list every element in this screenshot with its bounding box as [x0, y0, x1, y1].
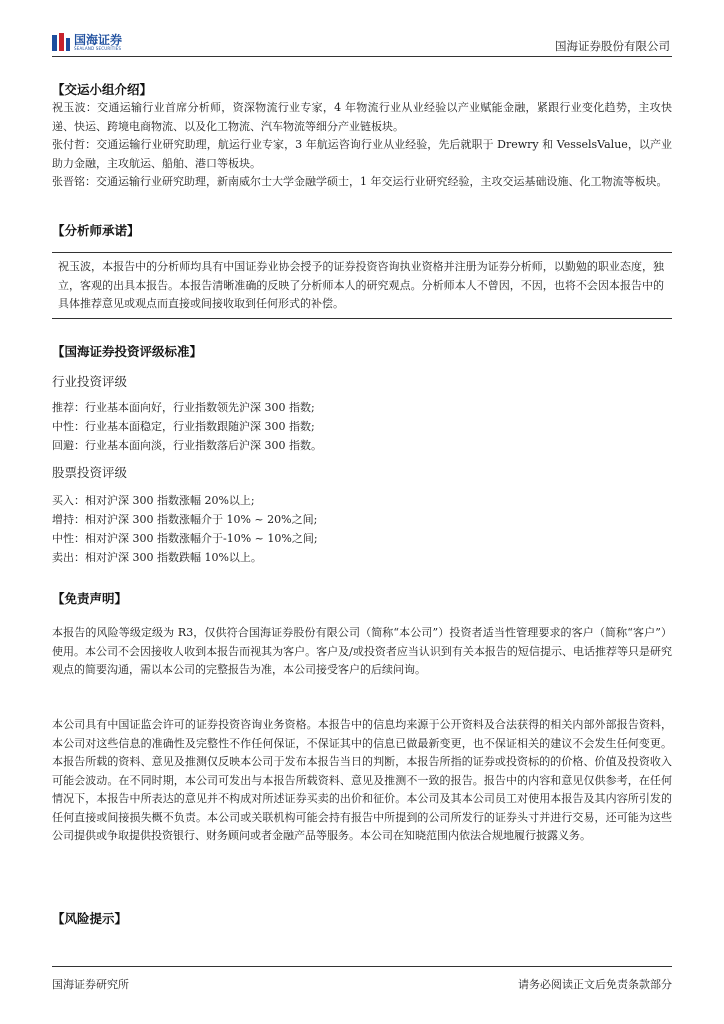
industry-rating-item: 中性：行业基本面稳定，行业指数跟随沪深 300 指数;	[52, 420, 315, 433]
analyst-section-title: 【分析师承诺】	[52, 223, 140, 238]
analyst-commitment-box	[52, 252, 672, 319]
team-member-2: 张付哲：交通运输行业研究助理，航运行业专家，3 年航运咨询行业从业经验，先后就职于 Drewry 和 VesselsValue，以产业助力金融，主攻航运、船舶、港口等板块。	[52, 138, 672, 170]
industry-rating-item: 推荐：行业基本面向好，行业指数领先沪深 300 指数;	[52, 401, 315, 414]
disclaimer-section-title: 【免责声明】	[52, 591, 128, 606]
stock-rating-item: 增持：相对沪深 300 指数涨幅介于 10% ~ 20%之间;	[52, 513, 318, 526]
disclaimer-paragraph-1: 本报告的风险等级定级为 R3，仅供符合国海证券股份有限公司（简称“本公司”）投资者适当性管理要求的客户（简称“客户”）使用。本公司不会因接收人收到本报告而视其为客户。客户及/或投资者应当认识到有关本报告的短信提示、电话推荐等只是研究观点的简要沟通，需以本公司的完整报告为准，本公司接受客户的后续问询。	[52, 626, 672, 676]
industry-rating-title: 行业投资评级	[52, 374, 128, 389]
logo-mark-icon	[52, 33, 70, 51]
team-member-3: 张晋铭：交通运输行业研究助理，新南威尔士大学金融学硕士，1 年交运行业研究经验，主攻交运基础设施、化工物流等板块。	[52, 175, 668, 188]
team-section-title: 【交运小组介绍】	[52, 82, 153, 97]
company-logo	[52, 30, 122, 54]
page-header	[52, 30, 672, 57]
stock-rating-item: 买入：相对沪深 300 指数涨幅 20%以上;	[52, 494, 255, 507]
logo-name-cn: 国海证券	[74, 32, 123, 47]
rating-section-title: 【国海证券投资评级标准】	[52, 344, 203, 359]
team-member-1: 祝玉波：交通运输行业首席分析师，资深物流行业专家，4 年物流行业从业经验以产业赋能金融，紧跟行业变化趋势，主攻快递、快运、跨境电商物流、以及化工物流、汽车物流等细分产业链板块。	[52, 101, 672, 133]
page-footer	[52, 966, 672, 997]
header-company-name: 国海证券股份有限公司	[555, 39, 670, 53]
stock-rating-item: 中性：相对沪深 300 指数涨幅介于-10% ~ 10%之间;	[52, 532, 318, 545]
industry-rating-list	[52, 398, 322, 455]
footer-notice: 请务必阅读正文后免责条款部分	[518, 978, 672, 991]
stock-rating-title: 股票投资评级	[52, 465, 128, 480]
stock-rating-item: 卖出：相对沪深 300 指数跌幅 10%以上。	[52, 551, 262, 564]
stock-rating-list	[52, 491, 318, 567]
analyst-commitment-text: 祝玉波，本报告中的分析师均具有中国证券业协会授予的证券投资咨询执业资格并注册为证券分析师，以勤勉的职业态度，独立，客观的出具本报告。本报告清晰准确的反映了分析师本人的研究观点。分析师本人不曾因，不因，也将不会因本报告中的具体推荐意见或观点而直接或间接收取到任何形式的补偿。	[58, 260, 664, 310]
logo-name-en: SEALAND SECURITIES	[74, 45, 122, 51]
industry-rating-item: 回避：行业基本面向淡，行业指数落后沪深 300 指数。	[52, 439, 322, 452]
risk-section-title: 【风险提示】	[52, 911, 128, 926]
team-intro	[52, 99, 672, 192]
footer-institute: 国海证券研究所	[52, 978, 129, 991]
disclaimer-paragraph-2: 本公司具有中国证监会许可的证券投资咨询业务资格。本报告中的信息均来源于公开资料及合法获得的相关内部外部报告资料，本公司对这些信息的准确性及完整性不作任何保证，不保证其中的信息已做最新变更，也不保证相关的建议不会发生任何变更。本报告所载的资料、意见及推测仅反映本公司于发布本报告当日的判断，本报告所指的证券或投资标的的价格、价值及投资收入可能会波动。在不同时期，本公司可发出与本报告所载资料、意见及推测不一致的报告。报告中的内容和意见仅供参考，在任何情况下，本报告中所表达的意见并不构成对所述证券买卖的出价和征价。本公司及其本公司员工对使用本报告及其内容所引发的任何直接或间接损失概不负责。本公司或关联机构可能会持有报告中所提到的公司所发行的证券头寸并进行交易，还可能为这些公司提供或争取提供投资银行、财务顾问或者金融产品等服务。本公司在知晓范围内依法合规地履行披露义务。	[52, 718, 672, 842]
